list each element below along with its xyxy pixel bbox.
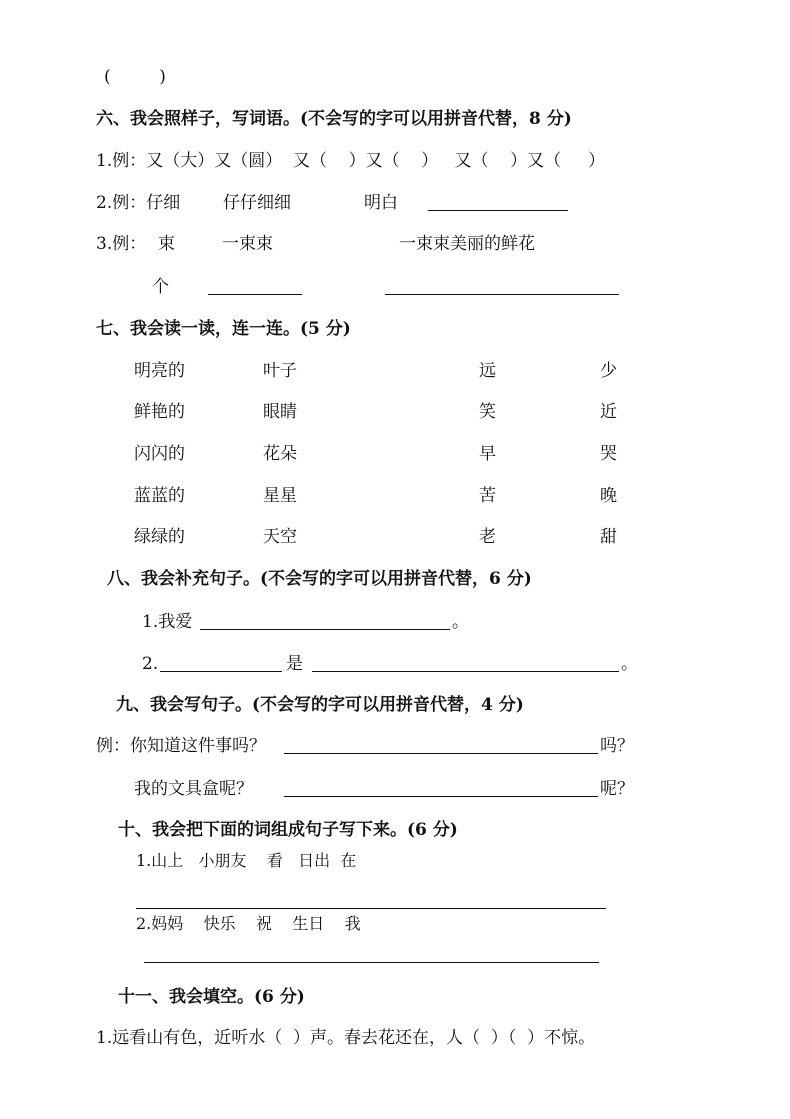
col3-item: 老 bbox=[479, 527, 496, 547]
section-9-example-end: 吗？ bbox=[600, 736, 634, 756]
section-11-q1: 1.远看山有色，近听水（ ）声。春去花还在，人（ ）（ ）不惊。 bbox=[96, 1028, 596, 1048]
col1-item: 蓝蓝的 bbox=[134, 486, 185, 506]
section-9-line2-end: 呢？ bbox=[600, 779, 634, 799]
section-6-q3-char: 束 bbox=[158, 234, 175, 254]
section-8-q2-mid: 是 bbox=[286, 654, 303, 674]
section-6-q3-given: 个 bbox=[152, 277, 169, 297]
section-9-answer-line-1[interactable] bbox=[284, 753, 598, 754]
section-10-answer-line-2[interactable] bbox=[144, 962, 599, 963]
section-8-q2-answer-line-1[interactable] bbox=[160, 671, 282, 672]
section-6-q3-phrase: 一束束美丽的鲜花 bbox=[399, 234, 535, 254]
answer-paren: ( ) bbox=[104, 67, 166, 87]
section-8-title: 八、我会补充句子。(不会写的字可以用拼音代替，6 分) bbox=[107, 569, 532, 589]
col1-item: 绿绿的 bbox=[134, 527, 185, 547]
section-6-q2-example: 仔仔细细 bbox=[223, 193, 291, 213]
col4-item: 哭 bbox=[600, 444, 617, 464]
col4-item: 甜 bbox=[600, 527, 617, 547]
section-6-q2-word: 明白 bbox=[364, 193, 398, 213]
section-8-q1-answer-line[interactable] bbox=[200, 629, 450, 630]
section-6-q3-label: 3.例： bbox=[96, 234, 147, 254]
col4-item: 晚 bbox=[600, 486, 617, 506]
section-11-title: 十一、我会填空。(6 分) bbox=[118, 987, 305, 1007]
section-10-title: 十、我会把下面的词组成句子写下来。(6 分) bbox=[118, 820, 458, 840]
section-6-title: 六、我会照样子，写词语。(不会写的字可以用拼音代替，8 分) bbox=[96, 109, 572, 129]
section-7-title: 七、我会读一读，连一连。(5 分) bbox=[96, 319, 351, 339]
col1-item: 闪闪的 bbox=[134, 444, 185, 464]
section-9-example: 例：你知道这件事吗？ bbox=[96, 736, 266, 756]
section-6-q3-example: 一束束 bbox=[222, 234, 273, 254]
section-6-q3-answer-line-2[interactable] bbox=[385, 294, 619, 295]
col3-item: 笑 bbox=[479, 402, 496, 422]
section-9-answer-line-2[interactable] bbox=[284, 796, 598, 797]
section-9-title: 九、我会写句子。(不会写的字可以用拼音代替，4 分) bbox=[116, 695, 524, 715]
col2-item: 眼睛 bbox=[263, 402, 297, 422]
col1-item: 鲜艳的 bbox=[134, 402, 185, 422]
section-10-q1: 1.山上 小朋友 看 日出 在 bbox=[136, 851, 357, 870]
col3-item: 苦 bbox=[479, 486, 496, 506]
section-8-q2-end: 。 bbox=[621, 654, 638, 674]
col2-item: 花朵 bbox=[263, 444, 297, 464]
section-8-q1-label: 1.我爱 bbox=[142, 612, 193, 632]
section-10-q2: 2.妈妈 快乐 祝 生日 我 bbox=[136, 914, 361, 933]
section-8-q1-end: 。 bbox=[452, 612, 469, 632]
col4-item: 近 bbox=[600, 402, 617, 422]
col3-item: 早 bbox=[479, 444, 496, 464]
section-8-q2-answer-line-2[interactable] bbox=[312, 671, 619, 672]
col3-item: 远 bbox=[479, 361, 496, 381]
section-6-q2-answer-line[interactable] bbox=[428, 210, 568, 211]
col2-item: 叶子 bbox=[263, 361, 297, 381]
section-9-line2: 我的文具盒呢？ bbox=[134, 779, 253, 799]
section-6-q2-label: 2.例：仔细 bbox=[96, 193, 181, 213]
col4-item: 少 bbox=[600, 361, 617, 381]
section-6-q3-answer-line-1[interactable] bbox=[208, 294, 302, 295]
section-10-answer-line-1[interactable] bbox=[136, 908, 606, 909]
section-8-q2-label: 2. bbox=[142, 654, 159, 674]
col2-item: 天空 bbox=[263, 527, 297, 547]
col1-item: 明亮的 bbox=[134, 361, 185, 381]
section-6-q1: 1.例：又（大）又（圆） 又（ ）又（ ） 又（ ）又（ ） bbox=[96, 151, 606, 171]
col2-item: 星星 bbox=[263, 486, 297, 506]
